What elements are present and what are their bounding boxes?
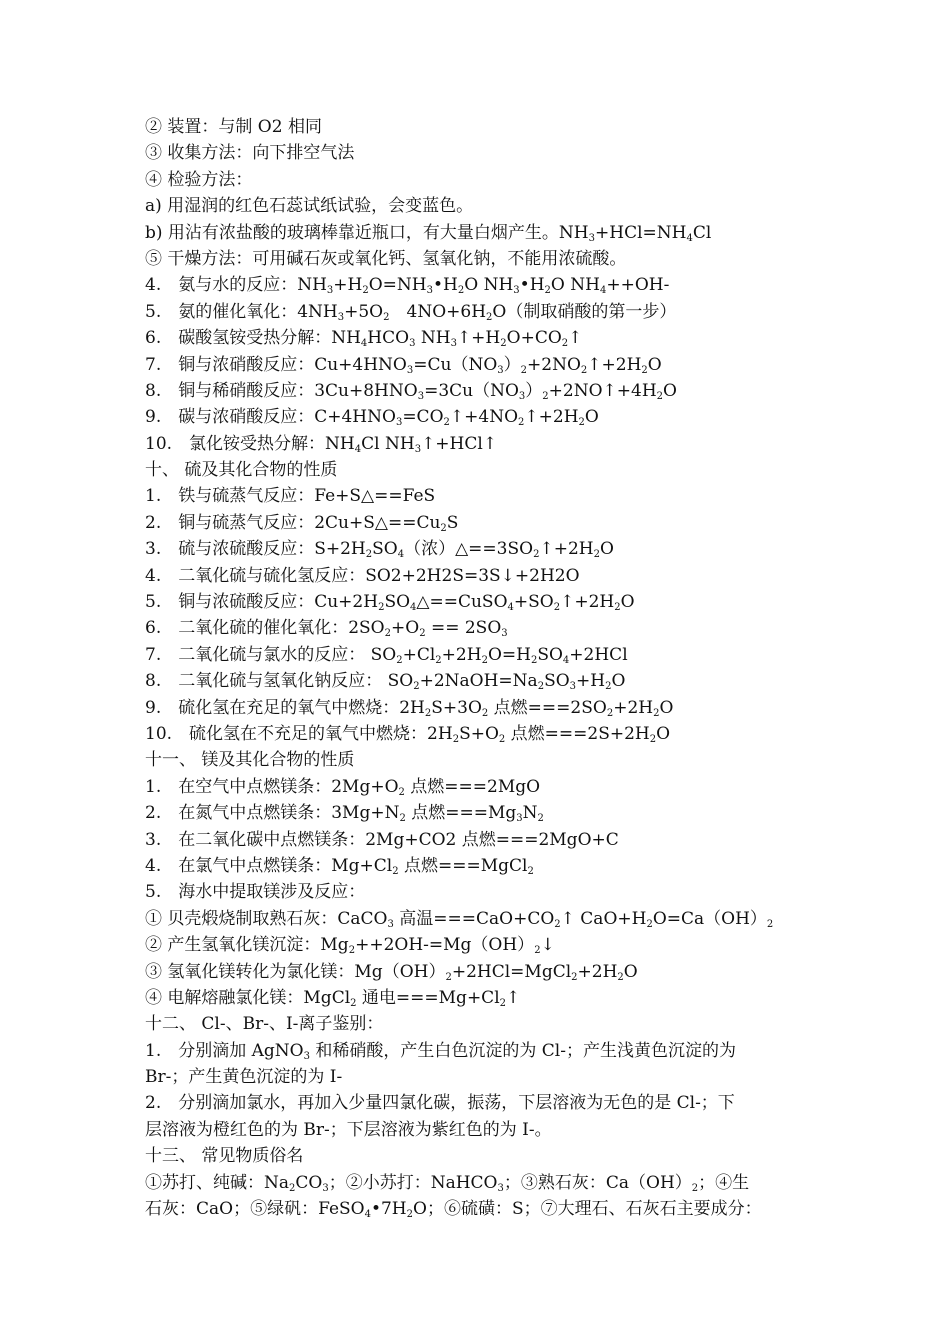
text-line: 4. 二氧化硫与硫化氢反应：SO2+2H2S=3S↓+2H2O: [145, 565, 580, 586]
section-heading: 十、 硫及其化合物的性质: [145, 460, 338, 481]
text-line: 8. 二氧化硫与氢氧化钠反应： $SO_2+2NaOH=Na_2SO_3+H_2O$: [145, 671, 626, 693]
text-line: 3. 在二氧化碳中点燃镁条：2Mg+CO2 点燃===2MgO+C: [145, 829, 619, 850]
text-line: 5. 铜与浓硫酸反应：$Cu+2H_2SO_4\triangle==CuSO_4+SO_2↑+2H_2O$: [145, 592, 635, 614]
text-line: 5. 海水中提取镁涉及反应：: [145, 882, 366, 903]
text-line: 3. 硫与浓硫酸反应：$S+2H_2SO_4$（浓）$\triangle==3SO_2↑+2H_2O$: [145, 539, 614, 561]
text-line: 2. 分别滴加氯水，再加入少量四氯化碳，振荡，下层溶液为无色的是 Cl-；下: [145, 1093, 735, 1114]
text-line: 8. 铜与稀硝酸反应：$3Cu+8HNO_3=3Cu(NO_3)_2+2NO↑+4H_2O$: [145, 380, 677, 402]
text-line: 2. 铜与硫蒸气反应：$2Cu+S\triangle==Cu_2S$: [145, 512, 459, 534]
text-line: ④ 检验方法：: [145, 169, 253, 190]
text-line: Br-；产生黄色沉淀的为 I-: [145, 1067, 343, 1088]
text-line: ② 产生氢氧化镁沉淀：$Mg_2++2OH-=Mg(OH)_2↓$: [145, 935, 555, 957]
text-line: 1. 铁与硫蒸气反应：Fe+S△==FeS: [145, 486, 436, 507]
section-heading: 十三、 常见物质俗名: [145, 1146, 304, 1167]
text-line: 4. 在氯气中点燃镁条：$Mg+Cl_2$ 点燃===MgCl$_2$: [145, 855, 534, 877]
text-line: ① 贝壳煅烧制取熟石灰：CaCO$_3$ 高温$===CaO+CO_2↑$ $CaO+H_2O=Ca(OH)_2$: [145, 908, 774, 930]
text-line: 层溶液为橙红色的为 Br-；下层溶液为紫红色的为 I-。: [145, 1119, 552, 1140]
document-body: [145, 114, 815, 1222]
text-line: 1. 分别滴加 AgNO$_3$ 和稀硝酸，产生白色沉淀的为 Cl-；产生浅黄色沉淀的为: [145, 1040, 736, 1062]
text-line: 9. 碳与浓硝酸反应：$C+4HNO_3=CO_2↑+4NO_2↑+2H_2O$: [145, 407, 599, 429]
text-line: ⑤ 干燥方法：可用碱石灰或氧化钙、氢氧化钠，不能用浓硫酸。: [145, 248, 627, 269]
section-heading: 十二、 Cl-、Br-、I-离子鉴别：: [145, 1014, 384, 1035]
text-line: 4. 氨与水的反应：$NH_3+H_2O=NH_3•H_2O$ $NH_3•H_2O$ $NH_4++OH-$: [145, 275, 670, 297]
text-line: 10. 硫化氢在不充足的氧气中燃烧：$2H_2S+O_2$ 点燃$===2S+2H_2O$: [145, 723, 671, 745]
text-line: 5. 氨的催化氧化：$4NH_3+5O_2$ $4NO+6H_2O$（制取硝酸的第一步）: [145, 301, 677, 323]
text-line: ③ 收集方法：向下排空气法: [145, 143, 355, 164]
section-heading: 十一、 镁及其化合物的性质: [145, 750, 355, 771]
text-line: b) 用沾有浓盐酸的玻璃棒靠近瓶口，有大量白烟产生。$NH_3+HCl=NH_4Cl$: [145, 222, 712, 244]
text-line: ④ 电解熔融氯化镁：MgCl$_2$ 通电$===Mg+Cl_2↑$: [145, 987, 521, 1009]
text-line: a) 用湿润的红色石蕊试纸试验，会变蓝色。: [145, 196, 474, 217]
text-line: 石灰：CaO；⑤绿矾：$FeSO_4•7H_2O$；⑥硫磺：S；⑦大理石、石灰石主要成分：: [145, 1199, 762, 1221]
text-line: ③ 氢氧化镁转化为氯化镁：$Mg(OH)_2+2HCl=MgCl_2+2H_2O$: [145, 961, 638, 983]
text-line: ①苏打、纯碱：$Na_2CO_3$；②小苏打：NaHCO$_3$；③熟石灰：$Ca(OH)_2$；④生: [145, 1172, 750, 1194]
text-line: 6. 二氧化硫的催化氧化：$2SO_2+O_2 == 2SO_3$: [145, 618, 508, 640]
text-line: ② 装置：与制 O2 相同: [145, 117, 322, 137]
text-line: 1. 在空气中点燃镁条：$2Mg+O_2$ 点燃===2MgO: [145, 776, 541, 798]
text-line: 6. 碳酸氢铵受热分解：$NH_4HCO_3$ $NH_3↑+H_2O+CO_2↑$: [145, 328, 583, 350]
text-line: 2. 在氮气中点燃镁条：$3Mg+N_2$ 点燃$===Mg_3N_2$: [145, 803, 544, 825]
text-line: 7. 铜与浓硝酸反应：$Cu+4HNO_3=Cu(NO_3)_2+2NO_2↑+2H_2O$: [145, 354, 662, 376]
text-line: 9. 硫化氢在充足的氧气中燃烧：$2H_2S+3O_2$ 点燃$===2SO_2+2H_2O$: [145, 697, 674, 719]
text-line: 10. 氯化铵受热分解：$NH_4Cl$ $NH_3↑+HCl↑$: [145, 433, 498, 455]
text-line: 7. 二氧化硫与氯水的反应： $SO_2+Cl_2+2H_2O=H_2SO_4+2HCl$: [145, 644, 628, 666]
